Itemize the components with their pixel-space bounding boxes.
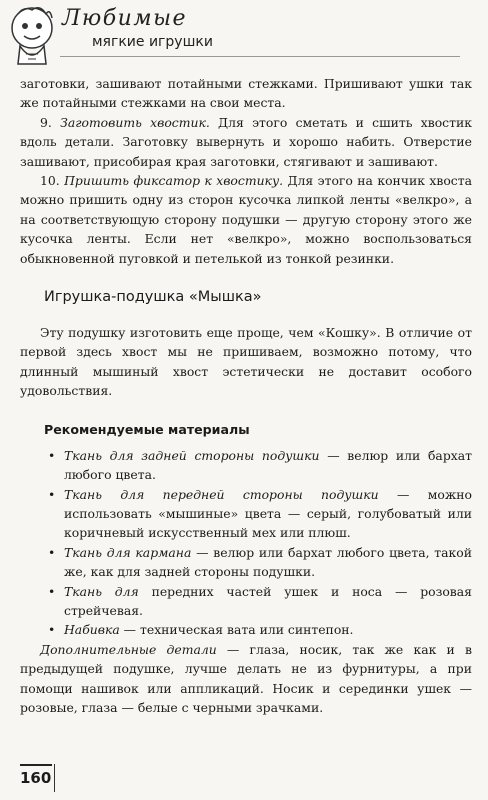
paragraph-step-9: 9. Заготовить хвостик. Для этого сметать и сшить хвостик вдоль детали. Заготовку вывернуть и хорошо набить. Отверстие зашивают, присобирая края заготовки, стягивают и зашивают.	[20, 114, 472, 169]
footer-rule	[20, 764, 52, 766]
list-item: • Набивка — техническая вата или синтепон.	[20, 620, 472, 639]
header-divider	[60, 56, 460, 57]
paragraph-step-10: 10. Пришить фиксатор к хвостику. Для этого на кончик хвоста можно пришить одну из сторон кусочка липкой ленты «велкро», а на соответствующую сторону подушки — другую сторону этого же кусочка ленты. Если нет «велкро», можно воспользоваться обыкновенной пуговкой и петелькой из тонкой резинки.	[20, 173, 472, 266]
section-intro: Эту подушку изготовить еще проще, чем «Кошку». В отличие от первой здесь хвост мы не пришиваем, возможно потому, что длинный мышиный хвост эстетически не доставит особого удовольствия.	[20, 325, 472, 399]
bullet-icon: •	[48, 622, 56, 638]
bullet-icon: •	[48, 486, 56, 502]
book-title: Любимые	[62, 6, 188, 31]
bullet-icon: •	[48, 447, 56, 463]
list-item: • Ткань для кармана — велюр или бархат любого цвета, такой же, как для задней стороны подушки.	[48, 544, 472, 580]
page-number: 160	[20, 769, 52, 787]
extra-details: Дополнительные детали — глаза, носик, так же как и в предыдущей подушке, лучше делать не из фурнитуры, а при помощи нашивок или аппликаций. Носик и серединки ушек — розовые, глаза — белые с черными зрачками.	[20, 641, 472, 715]
section-heading: Игрушка-подушка «Мышка»	[44, 289, 262, 306]
bullet-icon: •	[48, 544, 56, 560]
list-item: • Ткань для задней стороны подушки — велюр или бархат любого цвета.	[48, 447, 472, 483]
toy-logo-icon	[6, 4, 58, 70]
list-item: • Ткань для передней стороны подушки — можно использовать «мышиные» цвета — серый, голубоватый или коричневый искусственный мех или плюш.	[48, 486, 472, 541]
list-item: • Ткань для передних частей ушек и носа — розовая стрейчевая.	[48, 583, 472, 618]
page-body	[20, 74, 472, 717]
book-subtitle: мягкие игрушки	[92, 34, 213, 50]
running-header	[0, 0, 488, 72]
materials-list	[20, 446, 472, 640]
footer-divider	[54, 764, 55, 792]
paragraph: заготовки, зашивают потайными стежками. Пришивают ушки так же потайными стежками на свои места.	[20, 76, 472, 111]
bullet-icon: •	[48, 583, 56, 599]
materials-heading: Рекомендуемые материалы	[44, 421, 250, 437]
